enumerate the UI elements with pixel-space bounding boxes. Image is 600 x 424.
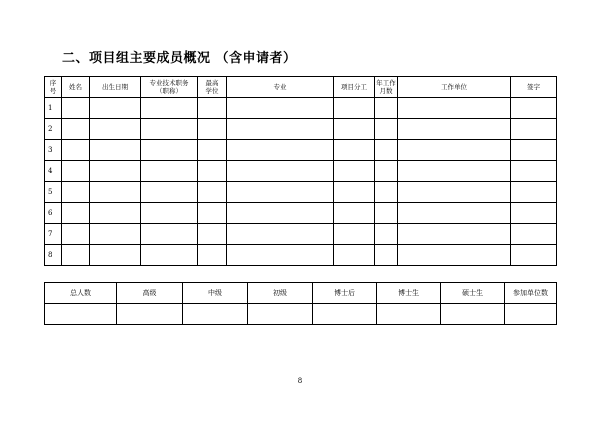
table-cell[interactable] [227,161,334,182]
table-cell[interactable] [398,203,511,224]
header-senior: 高级 [117,283,183,304]
table-cell[interactable] [198,161,227,182]
table-cell[interactable] [398,161,511,182]
table-cell[interactable] [198,203,227,224]
table-cell[interactable] [62,203,90,224]
row-number: 7 [45,224,62,245]
header-participating-units: 参加单位数 [505,283,557,304]
table-cell[interactable] [334,119,375,140]
header-phd-student: 博士生 [377,283,441,304]
table-cell[interactable] [227,203,334,224]
row-number: 3 [45,140,62,161]
table-cell[interactable] [198,140,227,161]
table-cell[interactable] [45,304,117,325]
table-cell[interactable] [90,224,141,245]
header-postdoc: 博士后 [313,283,377,304]
table-cell[interactable] [511,161,557,182]
table-cell[interactable] [375,182,398,203]
table-cell[interactable] [398,182,511,203]
table-cell[interactable] [313,304,377,325]
table-cell[interactable] [511,140,557,161]
table-cell[interactable] [141,119,198,140]
table-cell[interactable] [375,224,398,245]
header-intermediate: 中级 [183,283,248,304]
header-major: 专业 [227,77,334,98]
header-highest-degree: 最高 学位 [198,77,227,98]
table-cell[interactable] [198,245,227,266]
table-cell[interactable] [398,119,511,140]
row-number: 6 [45,203,62,224]
header-total-people: 总人数 [45,283,117,304]
header-junior: 初级 [248,283,313,304]
header-name: 姓名 [62,77,90,98]
table-cell[interactable] [90,203,141,224]
table-cell[interactable] [511,98,557,119]
summary-header-row [45,283,557,304]
table-cell[interactable] [62,140,90,161]
header-project-division: 项目分工 [334,77,375,98]
table-cell[interactable] [398,245,511,266]
table-cell[interactable] [511,245,557,266]
table-cell[interactable] [141,224,198,245]
header-birth-date: 出生日期 [90,77,141,98]
table-cell[interactable] [62,161,90,182]
table-cell[interactable] [62,182,90,203]
table-cell[interactable] [334,140,375,161]
table-row [45,161,557,182]
table-row [45,203,557,224]
row-number: 4 [45,161,62,182]
table-cell[interactable] [62,119,90,140]
table-cell[interactable] [334,98,375,119]
row-number: 2 [45,119,62,140]
table-cell[interactable] [198,98,227,119]
table-row [45,245,557,266]
table-cell[interactable] [62,98,90,119]
table-cell[interactable] [183,304,248,325]
table-cell[interactable] [377,304,441,325]
table-cell[interactable] [198,224,227,245]
table-cell[interactable] [141,98,198,119]
table-cell[interactable] [198,182,227,203]
table-cell[interactable] [511,203,557,224]
table-cell[interactable] [398,224,511,245]
table-cell[interactable] [141,161,198,182]
table-cell[interactable] [398,98,511,119]
table-cell[interactable] [334,161,375,182]
table-row [45,140,557,161]
table-cell[interactable] [375,245,398,266]
table-cell[interactable] [90,98,141,119]
table-cell[interactable] [90,161,141,182]
table-cell[interactable] [141,245,198,266]
table-cell[interactable] [375,119,398,140]
table-cell[interactable] [334,182,375,203]
table-cell[interactable] [62,224,90,245]
header-signature: 签字 [511,77,557,98]
table-cell[interactable] [505,304,557,325]
table-row [45,98,557,119]
row-number: 5 [45,182,62,203]
table-cell[interactable] [511,224,557,245]
table-cell[interactable] [90,182,141,203]
table-cell[interactable] [511,119,557,140]
table-cell[interactable] [227,98,334,119]
table-cell[interactable] [375,140,398,161]
table-cell[interactable] [227,182,334,203]
table-cell[interactable] [375,98,398,119]
summary-table [44,282,557,325]
table-cell[interactable] [334,203,375,224]
table-cell[interactable] [441,304,505,325]
table-cell[interactable] [227,119,334,140]
table-cell[interactable] [141,182,198,203]
table-cell[interactable] [227,224,334,245]
header-work-unit: 工作单位 [398,77,511,98]
table-cell[interactable] [62,245,90,266]
page-number: 8 [297,377,303,385]
table-row [45,224,557,245]
table-row [45,182,557,203]
table-cell[interactable] [141,203,198,224]
table-cell[interactable] [375,161,398,182]
row-number: 1 [45,98,62,119]
header-work-months: 年工作 月数 [375,77,398,98]
members-table [44,76,557,266]
table-cell[interactable] [334,224,375,245]
table-cell[interactable] [375,203,398,224]
table-cell[interactable] [511,182,557,203]
table-cell[interactable] [227,245,334,266]
header-seq: 序 号 [45,77,62,98]
table-cell[interactable] [248,304,313,325]
page-title: 二、项目组主要成员概况 （含申请者） [62,51,297,66]
table-cell[interactable] [90,119,141,140]
table-cell[interactable] [398,140,511,161]
table-cell[interactable] [90,245,141,266]
members-header-row [45,77,557,98]
summary-input-row [45,304,557,325]
table-cell[interactable] [141,140,198,161]
table-cell[interactable] [227,140,334,161]
table-row [45,119,557,140]
header-professional-title: 专业技术职务 （职称） [141,77,198,98]
header-masters-student: 硕士生 [441,283,505,304]
table-cell[interactable] [117,304,183,325]
table-cell[interactable] [334,245,375,266]
table-cell[interactable] [198,119,227,140]
row-number: 8 [45,245,62,266]
table-cell[interactable] [90,140,141,161]
